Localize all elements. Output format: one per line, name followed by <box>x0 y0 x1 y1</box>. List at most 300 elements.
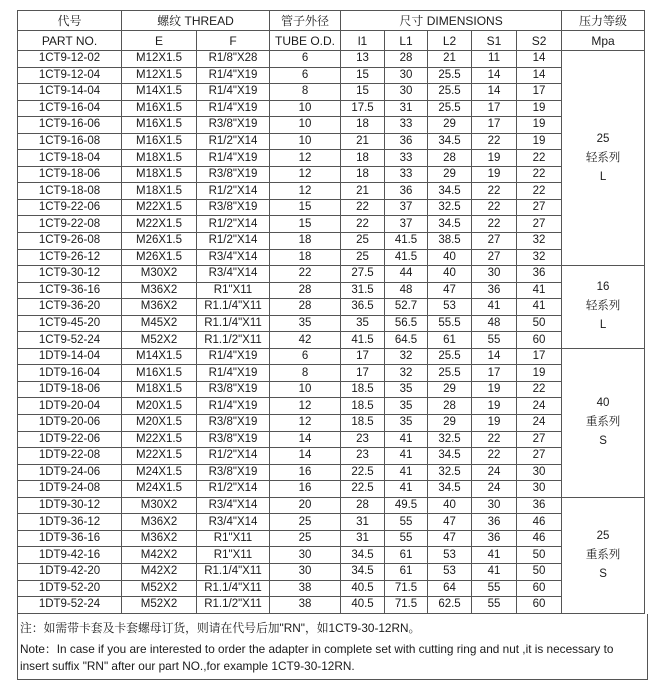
thread-f-cell: R1.1/2"X11 <box>197 597 270 614</box>
dim-l1-cell: 22 <box>341 216 385 233</box>
part-no-cell: 1CT9-16-06 <box>18 117 122 134</box>
dim-s2-cell: 41 <box>517 282 562 299</box>
thread-f-cell: R1/4"X19 <box>197 365 270 382</box>
table-row <box>18 448 645 465</box>
part-no-cell: 1DT9-42-16 <box>18 547 122 564</box>
dim-L1-cell: 31 <box>385 100 428 117</box>
dim-s2-cell: 19 <box>517 100 562 117</box>
thread-f-cell: R3/8"X19 <box>197 381 270 398</box>
thread-e-cell: M14X1.5 <box>122 84 197 101</box>
table-row <box>18 332 645 349</box>
thread-e-cell: M42X2 <box>122 563 197 580</box>
dim-L2-cell: 32.5 <box>428 464 472 481</box>
dim-L2-cell: 29 <box>428 166 472 183</box>
table-row <box>18 481 645 498</box>
dim-L1-cell: 33 <box>385 166 428 183</box>
table-row <box>18 299 645 316</box>
dim-s2-cell: 46 <box>517 530 562 547</box>
part-no-cell: 1CT9-22-08 <box>18 216 122 233</box>
dim-s1-cell: 17 <box>472 100 517 117</box>
dim-l1-cell: 17 <box>341 348 385 365</box>
dim-L2-cell: 40 <box>428 249 472 266</box>
dim-L1-cell: 32 <box>385 348 428 365</box>
thread-f-cell: R1/2"X14 <box>197 183 270 200</box>
dimensions-table <box>17 10 645 614</box>
dim-s2-cell: 36 <box>517 266 562 283</box>
thread-e-cell: M30X2 <box>122 497 197 514</box>
pressure-series: 轻系列 <box>585 300 621 313</box>
dim-L1-cell: 55 <box>385 530 428 547</box>
dim-s1-cell: 36 <box>472 514 517 531</box>
thread-f-cell: R1.1/4"X11 <box>197 580 270 597</box>
dim-s2-cell: 14 <box>517 67 562 84</box>
part-no-header-cn: 代号 <box>18 11 122 31</box>
tube-od-cell: 35 <box>270 315 341 332</box>
table-row <box>18 67 645 84</box>
part-no-cell: 1CT9-14-04 <box>18 84 122 101</box>
thread-f-cell: R3/8"X19 <box>197 166 270 183</box>
dim-l1-cell: 23 <box>341 448 385 465</box>
dim-L1-cell: 44 <box>385 266 428 283</box>
thread-e-cell: M26X1.5 <box>122 249 197 266</box>
pressure-header-cn: 压力等级 <box>562 11 645 31</box>
tube-od-header-cn: 管子外径 <box>270 11 341 31</box>
thread-e-cell: M18X1.5 <box>122 183 197 200</box>
dim-s2-cell: 50 <box>517 315 562 332</box>
table-row <box>18 266 645 283</box>
part-no-cell: 1DT9-16-04 <box>18 365 122 382</box>
table-row <box>18 497 645 514</box>
part-no-cell: 1CT9-18-08 <box>18 183 122 200</box>
thread-e-cell: M18X1.5 <box>122 150 197 167</box>
dim-L2-cell: 47 <box>428 530 472 547</box>
dim-L1-cell: 55 <box>385 514 428 531</box>
note-cn: 注：如需带卡套及卡套螺母订货，则请在代号后加"RN"，如1CT9-30-12RN。 <box>20 620 421 635</box>
dim-s1-cell: 17 <box>472 117 517 134</box>
dim-l1-cell: 23 <box>341 431 385 448</box>
part-no-cell: 1DT9-20-04 <box>18 398 122 415</box>
dim-l1-cell: 17 <box>341 365 385 382</box>
table-row <box>18 431 645 448</box>
thread-f-cell: R1"X11 <box>197 530 270 547</box>
thread-f-cell: R1/4"X19 <box>197 348 270 365</box>
dim-L2-cell: 34.5 <box>428 183 472 200</box>
dim-l1-cell: 34.5 <box>341 547 385 564</box>
dim-l1-cell: 27.5 <box>341 266 385 283</box>
thread-f-cell: R1.1/4"X11 <box>197 315 270 332</box>
thread-f-cell: R3/4"X14 <box>197 249 270 266</box>
dim-s2-cell: 50 <box>517 547 562 564</box>
dim-s1-cell: 24 <box>472 464 517 481</box>
thread-f-cell: R1/2"X14 <box>197 233 270 250</box>
table-row <box>18 563 645 580</box>
thread-e-cell: M16X1.5 <box>122 133 197 150</box>
tube-od-cell: 42 <box>270 332 341 349</box>
thread-e-cell: M22X1.5 <box>122 216 197 233</box>
part-no-cell: 1CT9-16-08 <box>18 133 122 150</box>
part-no-cell: 1CT9-18-06 <box>18 166 122 183</box>
table-row <box>18 597 645 614</box>
dim-L2-cell: 32.5 <box>428 431 472 448</box>
dim-s1-cell: 48 <box>472 315 517 332</box>
thread-f-cell: R1"X11 <box>197 282 270 299</box>
thread-f-cell: R1/4"X19 <box>197 67 270 84</box>
dim-L2-cell: 62.5 <box>428 597 472 614</box>
dim-l1-cell: 28 <box>341 497 385 514</box>
dim-s1-cell: 19 <box>472 150 517 167</box>
part-no-cell: 1DT9-18-06 <box>18 381 122 398</box>
table-row <box>18 233 645 250</box>
dim-s2-cell: 17 <box>517 348 562 365</box>
dim-l1-cell: 25 <box>341 249 385 266</box>
dim-s2-cell: 46 <box>517 514 562 531</box>
pressure-class-cell <box>562 497 645 613</box>
table-row <box>18 315 645 332</box>
dim-s1-cell: 22 <box>472 431 517 448</box>
thread-e-cell: M22X1.5 <box>122 199 197 216</box>
part-no-cell: 1DT9-36-16 <box>18 530 122 547</box>
pressure-pressure: 25 <box>596 529 610 542</box>
dim-s2-cell: 22 <box>517 381 562 398</box>
tube-od-cell: 25 <box>270 530 341 547</box>
dim-L1-cell: 52.7 <box>385 299 428 316</box>
dim-L1-cell: 37 <box>385 216 428 233</box>
dim-s2-header: S2 <box>517 31 562 51</box>
part-no-cell: 1DT9-24-08 <box>18 481 122 498</box>
table-row <box>18 249 645 266</box>
table-row <box>18 117 645 134</box>
thread-f-cell: R3/8"X19 <box>197 431 270 448</box>
tube-od-cell: 12 <box>270 415 341 432</box>
dim-l1-cell: 35 <box>341 315 385 332</box>
dim-L1-cell: 37 <box>385 199 428 216</box>
tube-od-cell: 28 <box>270 299 341 316</box>
dim-s1-cell: 19 <box>472 415 517 432</box>
dim-L1-cell: 28 <box>385 51 428 68</box>
table-row <box>18 381 645 398</box>
table-row <box>18 348 645 365</box>
part-no-cell: 1CT9-16-04 <box>18 100 122 117</box>
dim-s1-cell: 24 <box>472 481 517 498</box>
dim-L1-cell: 56.5 <box>385 315 428 332</box>
dim-s2-cell: 27 <box>517 199 562 216</box>
dim-L2-cell: 25.5 <box>428 365 472 382</box>
dim-L1-cell: 49.5 <box>385 497 428 514</box>
part-no-cell: 1CT9-36-20 <box>18 299 122 316</box>
dim-s2-cell: 24 <box>517 398 562 415</box>
dim-s2-cell: 60 <box>517 332 562 349</box>
thread-f-cell: R1.1/4"X11 <box>197 563 270 580</box>
pressure-unit-header: Mpa <box>562 31 645 51</box>
tube-od-cell: 6 <box>270 348 341 365</box>
part-no-cell: 1DT9-20-06 <box>18 415 122 432</box>
tube-od-cell: 10 <box>270 133 341 150</box>
dim-L2-cell: 34.5 <box>428 133 472 150</box>
tube-od-cell: 12 <box>270 166 341 183</box>
pressure-letter: L <box>599 319 607 332</box>
thread-e-cell: M18X1.5 <box>122 381 197 398</box>
table-row <box>18 530 645 547</box>
thread-f-cell: R1.1/2"X11 <box>197 332 270 349</box>
dim-l1-cell: 22.5 <box>341 464 385 481</box>
dim-L1-cell: 41 <box>385 481 428 498</box>
thread-header: 螺纹 THREAD <box>122 11 270 31</box>
thread-e-cell: M12X1.5 <box>122 51 197 68</box>
dim-l1-cell: 18.5 <box>341 415 385 432</box>
dim-L2-cell: 40 <box>428 266 472 283</box>
pressure-letter: S <box>599 435 607 448</box>
pressure-letter: L <box>599 170 607 183</box>
thread-e-cell: M36X2 <box>122 299 197 316</box>
tube-od-cell: 15 <box>270 199 341 216</box>
table-row <box>18 216 645 233</box>
dim-L1-cell: 61 <box>385 563 428 580</box>
pressure-pressure: 40 <box>596 397 610 410</box>
thread-e-cell: M24X1.5 <box>122 481 197 498</box>
dim-l1-cell: 18 <box>341 166 385 183</box>
dim-L2-cell: 34.5 <box>428 448 472 465</box>
dim-L1-cell: 33 <box>385 117 428 134</box>
thread-e-cell: M36X2 <box>122 282 197 299</box>
dim-s1-cell: 36 <box>472 530 517 547</box>
part-no-cell: 1CT9-22-06 <box>18 199 122 216</box>
thread-f-cell: R1/2"X14 <box>197 481 270 498</box>
thread-e-cell: M52X2 <box>122 580 197 597</box>
thread-f-header: F <box>197 31 270 51</box>
thread-e-cell: M36X2 <box>122 514 197 531</box>
thread-e-cell: M45X2 <box>122 315 197 332</box>
part-no-cell: 1CT9-45-20 <box>18 315 122 332</box>
spec-sheet <box>17 10 644 680</box>
dim-l1-cell: 17.5 <box>341 100 385 117</box>
dim-L2-cell: 28 <box>428 150 472 167</box>
dim-s1-cell: 14 <box>472 348 517 365</box>
dim-L2-cell: 55.5 <box>428 315 472 332</box>
table-row <box>18 464 645 481</box>
note-en: Note：In case if you are interested to order the adapter in complete set with cutting ring and nut ,it is necessary to insert suffix "RN" after our part NO.,for example 1CT9-30-12RN. <box>20 641 614 673</box>
dim-s1-cell: 19 <box>472 398 517 415</box>
dim-s2-cell: 14 <box>517 51 562 68</box>
dim-L1-cell: 71.5 <box>385 597 428 614</box>
dim-s1-cell: 55 <box>472 597 517 614</box>
dim-L2-cell: 25.5 <box>428 67 472 84</box>
dim-L1-cell: 64.5 <box>385 332 428 349</box>
thread-e-cell: M30X2 <box>122 266 197 283</box>
dim-l1-cell: 34.5 <box>341 563 385 580</box>
tube-od-cell: 16 <box>270 481 341 498</box>
thread-e-header: E <box>122 31 197 51</box>
part-no-cell: 1CT9-12-04 <box>18 67 122 84</box>
thread-f-cell: R1/4"X19 <box>197 398 270 415</box>
tube-od-cell: 6 <box>270 51 341 68</box>
dim-s2-cell: 32 <box>517 233 562 250</box>
dim-L1-cell: 33 <box>385 150 428 167</box>
dim-s2-cell: 60 <box>517 580 562 597</box>
table-row <box>18 398 645 415</box>
table-row <box>18 133 645 150</box>
dim-l1-cell: 36.5 <box>341 299 385 316</box>
pressure-class-cell <box>562 51 645 266</box>
dim-L1-cell: 30 <box>385 84 428 101</box>
pressure-series: 重系列 <box>585 416 621 429</box>
tube-od-cell: 8 <box>270 365 341 382</box>
dim-L2-cell: 47 <box>428 514 472 531</box>
part-no-cell: 1DT9-24-06 <box>18 464 122 481</box>
part-no-cell: 1CT9-26-08 <box>18 233 122 250</box>
part-no-cell: 1DT9-52-24 <box>18 597 122 614</box>
tube-od-cell: 18 <box>270 249 341 266</box>
dim-s2-cell: 22 <box>517 183 562 200</box>
thread-f-cell: R3/8"X19 <box>197 117 270 134</box>
dim-L2-cell: 64 <box>428 580 472 597</box>
thread-f-cell: R3/8"X19 <box>197 415 270 432</box>
thread-f-cell: R1"X11 <box>197 547 270 564</box>
part-no-cell: 1DT9-36-12 <box>18 514 122 531</box>
thread-e-cell: M12X1.5 <box>122 67 197 84</box>
thread-e-cell: M22X1.5 <box>122 431 197 448</box>
tube-od-header-en: TUBE O.D. <box>270 31 341 51</box>
dim-s1-cell: 55 <box>472 580 517 597</box>
tube-od-cell: 16 <box>270 464 341 481</box>
dim-l1-cell: 31.5 <box>341 282 385 299</box>
tube-od-cell: 30 <box>270 547 341 564</box>
thread-e-cell: M16X1.5 <box>122 117 197 134</box>
part-no-cell: 1DT9-52-20 <box>18 580 122 597</box>
dim-L1-cell: 36 <box>385 183 428 200</box>
dim-l1-cell: 25 <box>341 233 385 250</box>
dim-L2-cell: 28 <box>428 398 472 415</box>
table-row <box>18 365 645 382</box>
thread-e-cell: M24X1.5 <box>122 464 197 481</box>
dim-l1-cell: 18.5 <box>341 381 385 398</box>
part-no-cell: 1DT9-22-08 <box>18 448 122 465</box>
tube-od-cell: 12 <box>270 398 341 415</box>
tube-od-cell: 38 <box>270 580 341 597</box>
dim-l1-cell: 31 <box>341 514 385 531</box>
tube-od-cell: 14 <box>270 431 341 448</box>
thread-f-cell: R3/8"X19 <box>197 464 270 481</box>
part-no-cell: 1CT9-12-02 <box>18 51 122 68</box>
dim-L1-cell: 41.5 <box>385 249 428 266</box>
tube-od-cell: 8 <box>270 84 341 101</box>
dim-L2-cell: 32.5 <box>428 199 472 216</box>
dim-s1-header: S1 <box>472 31 517 51</box>
table-row <box>18 166 645 183</box>
dim-s1-cell: 30 <box>472 266 517 283</box>
dim-s2-cell: 41 <box>517 299 562 316</box>
part-no-cell: 1CT9-26-12 <box>18 249 122 266</box>
table-row <box>18 199 645 216</box>
dim-L1-cell: 30 <box>385 67 428 84</box>
table-row <box>18 415 645 432</box>
table-row <box>18 84 645 101</box>
tube-od-cell: 20 <box>270 497 341 514</box>
thread-f-cell: R1/2"X14 <box>197 448 270 465</box>
dim-l1-cell: 41.5 <box>341 332 385 349</box>
dim-s2-cell: 50 <box>517 563 562 580</box>
dim-L2-cell: 47 <box>428 282 472 299</box>
dim-L2-cell: 61 <box>428 332 472 349</box>
table-row <box>18 183 645 200</box>
thread-f-cell: R3/4"X14 <box>197 266 270 283</box>
thread-e-cell: M18X1.5 <box>122 166 197 183</box>
dim-l1-cell: 21 <box>341 133 385 150</box>
thread-e-cell: M20X1.5 <box>122 415 197 432</box>
dim-s2-cell: 32 <box>517 249 562 266</box>
pressure-class-cell <box>562 348 645 497</box>
dim-s1-cell: 41 <box>472 547 517 564</box>
dim-L2-cell: 29 <box>428 415 472 432</box>
dim-L2-cell: 38.5 <box>428 233 472 250</box>
dim-s1-cell: 27 <box>472 249 517 266</box>
thread-e-cell: M36X2 <box>122 530 197 547</box>
thread-e-cell: M20X1.5 <box>122 398 197 415</box>
thread-e-cell: M22X1.5 <box>122 448 197 465</box>
dim-l1-header: l1 <box>341 31 385 51</box>
tube-od-cell: 12 <box>270 183 341 200</box>
pressure-series: 重系列 <box>585 548 621 561</box>
dim-s2-cell: 22 <box>517 150 562 167</box>
pressure-pressure: 25 <box>596 132 610 145</box>
dim-s2-cell: 19 <box>517 365 562 382</box>
dim-L2-cell: 29 <box>428 117 472 134</box>
dim-L2-cell: 53 <box>428 299 472 316</box>
dim-l1-cell: 22.5 <box>341 481 385 498</box>
thread-f-cell: R3/8"X19 <box>197 199 270 216</box>
tube-od-cell: 10 <box>270 381 341 398</box>
dim-s1-cell: 36 <box>472 282 517 299</box>
tube-od-cell: 28 <box>270 282 341 299</box>
dim-L1-cell: 35 <box>385 398 428 415</box>
dim-L1-cell: 35 <box>385 415 428 432</box>
dim-s1-cell: 22 <box>472 216 517 233</box>
dim-L2-cell: 53 <box>428 547 472 564</box>
dim-l1-cell: 22 <box>341 199 385 216</box>
dim-s2-cell: 27 <box>517 216 562 233</box>
table-row <box>18 547 645 564</box>
part-no-cell: 1CT9-18-04 <box>18 150 122 167</box>
tube-od-cell: 6 <box>270 67 341 84</box>
tube-od-cell: 15 <box>270 216 341 233</box>
dim-L2-cell: 25.5 <box>428 84 472 101</box>
dim-s2-cell: 27 <box>517 448 562 465</box>
dim-l1-cell: 40.5 <box>341 580 385 597</box>
thread-e-cell: M16X1.5 <box>122 365 197 382</box>
tube-od-cell: 10 <box>270 100 341 117</box>
dimensions-header: 尺寸 DIMENSIONS <box>341 11 562 31</box>
dim-s1-cell: 22 <box>472 199 517 216</box>
pressure-class-cell <box>562 266 645 349</box>
dim-L1-cell: 48 <box>385 282 428 299</box>
dim-L1-cell: 61 <box>385 547 428 564</box>
dim-L2-cell: 25.5 <box>428 348 472 365</box>
dim-l1-cell: 40.5 <box>341 597 385 614</box>
tube-od-cell: 12 <box>270 150 341 167</box>
part-no-cell: 1DT9-22-06 <box>18 431 122 448</box>
part-no-cell: 1CT9-36-16 <box>18 282 122 299</box>
dim-L2-cell: 40 <box>428 497 472 514</box>
dim-s1-cell: 22 <box>472 133 517 150</box>
dim-s2-cell: 30 <box>517 481 562 498</box>
dim-L1-cell: 41.5 <box>385 233 428 250</box>
tube-od-cell: 10 <box>270 117 341 134</box>
dim-s1-cell: 22 <box>472 183 517 200</box>
dim-L1-cell: 41 <box>385 431 428 448</box>
dim-L1-cell: 71.5 <box>385 580 428 597</box>
thread-f-cell: R1/2"X14 <box>197 133 270 150</box>
dim-s2-cell: 19 <box>517 117 562 134</box>
dim-s2-cell: 24 <box>517 415 562 432</box>
